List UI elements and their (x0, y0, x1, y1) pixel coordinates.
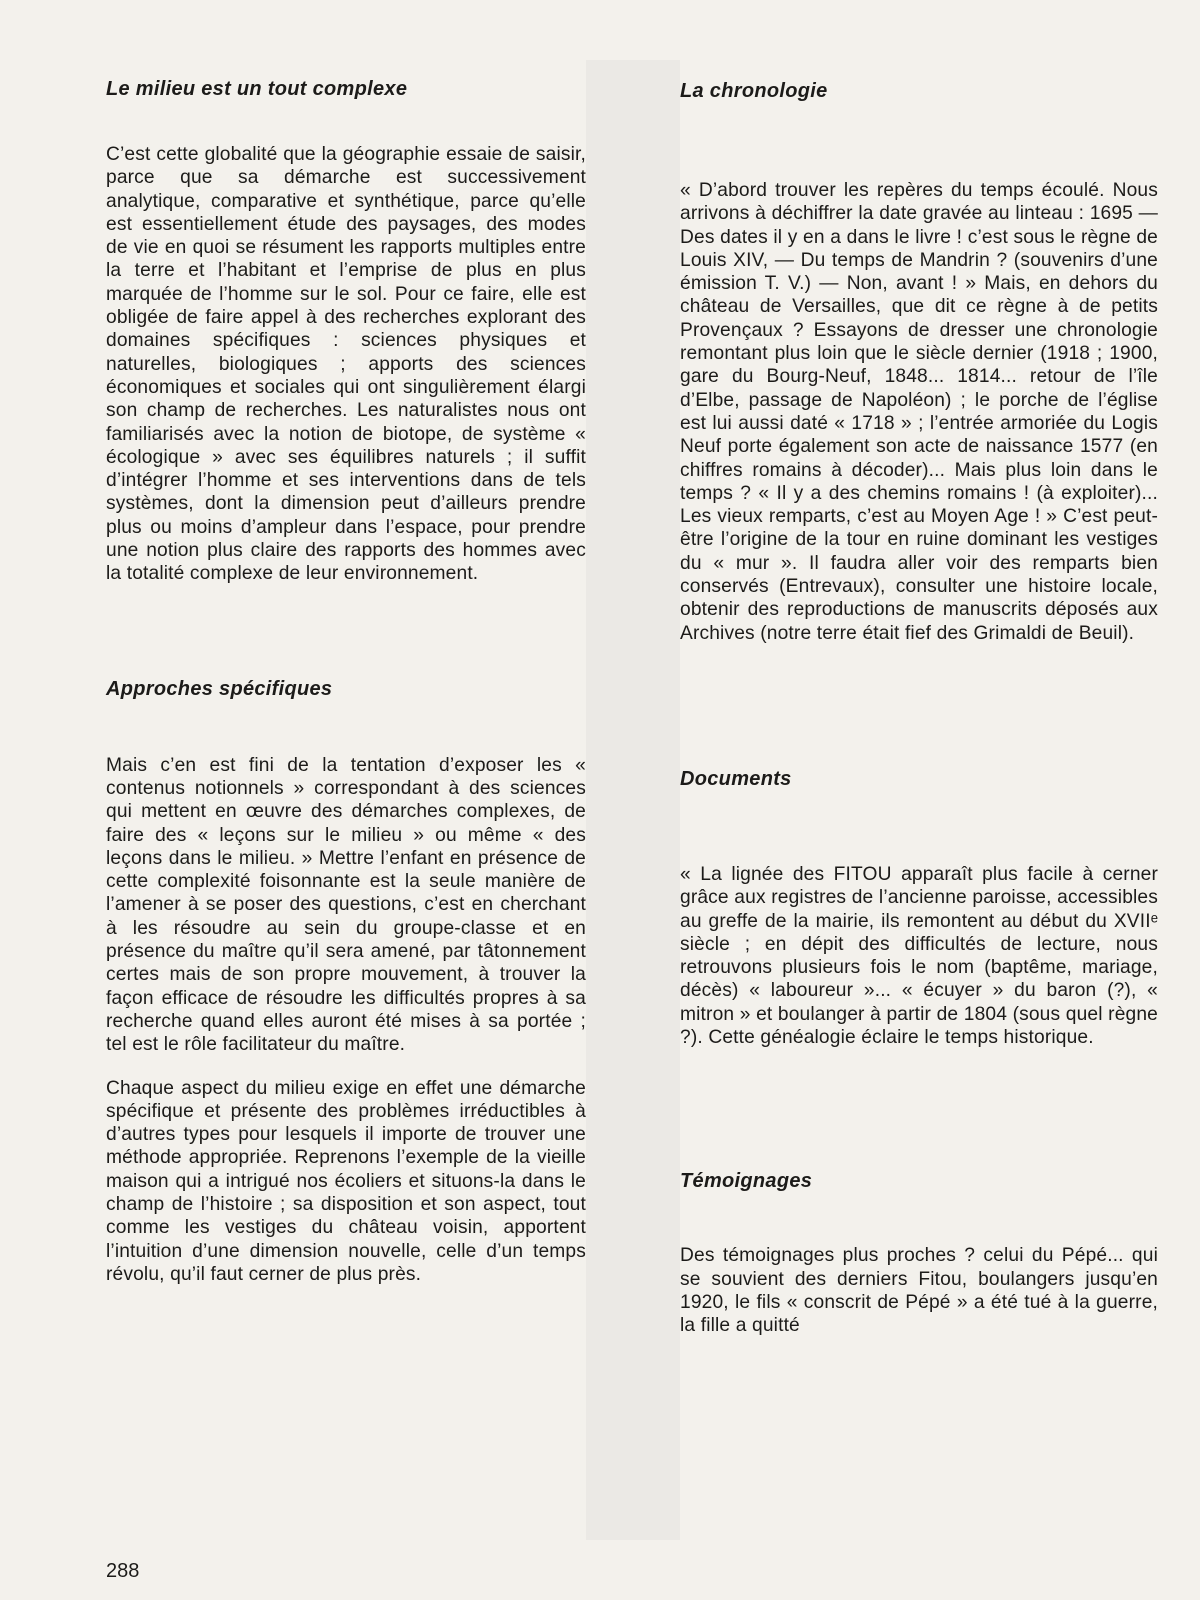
heading-temoignages: Témoignages (680, 1170, 813, 1193)
heading-milieu-complexe: Le milieu est un tout complexe (106, 78, 408, 100)
paragraph-globalite: C’est cette globalité que la géographie essaie de saisir, parce que sa démarche est successivement analytique, comparative et synthétique, parce qu’elle est essentiellement étude des paysages, des modes de vie en quoi se résument les rapports multiples entre la terre et l’habitant et l’emprise de plus en plus marquée de l’homme sur le sol. Pour ce faire, elle est obligée de faire appel à des recherches explorant des domaines spécifiques : sciences physiques et naturelles, biologiques ; apports des sciences économiques et sociales qui ont singulièrement élargi son champ de recherches. Les naturalistes nous ont familiarisés avec la notion de biotope, de système « écologique » avec ses équilibres naturels ; il suffit d’intégrer l’homme et ses interventions dans de tels systèmes, dont la dimension peut d’ailleurs prendre plus ou moins d’ampleur dans l’espace, pour prendre une notion plus claire des rapports des hommes avec la totalité complexe de leur environnement. (106, 144, 586, 585)
paragraph-contenus-notionnels: Mais c’en est fini de la tentation d’exposer les « contenus notionnels » correspondant à des sciences qui mettent en œuvre des démarches complexes, de faire des « leçons sur le milieu » ou même « des leçons dans le milieu. » Mettre l’enfant en présence de cette complexité foisonnante est la seule manière de l’amener à se poser des questions, c’est en cherchant à les résoudre au sein du groupe-classe et en présence du maître qu’il sera amené, par tâtonnement certes mais de son propre mouvement, à trouver la façon efficace de résoudre les difficultés propres à sa recherche quand elles auront été mises à sa portée ; tel est le rôle facilitateur du maître. (106, 754, 586, 1056)
heading-approches-specifiques: Approches spécifiques (106, 677, 333, 700)
paragraph-temoignages: Des témoignages plus proches ? celui du Pépé... qui se souvient des derniers Fitou, boulangers jusqu’en 1920, le fils « conscrit de Pépé » a été tué à la guerre, la fille a quitté (680, 1245, 1158, 1337)
page-number: 288 (106, 1560, 140, 1582)
heading-documents: Documents (680, 767, 792, 790)
left-column (106, 72, 586, 1286)
paragraph-chronologie: « D’abord trouver les repères du temps écoulé. Nous arrivons à déchiffrer la date gravée au linteau : 1695 — Des dates il y en a dans le livre ! c’est sous le règne de Louis XIV, — Du temps de Mandrin ? (souvenirs d’une émission T. V.) — Non, avant ! » Mais, en dehors du château de Versailles, que dit ce règne à de petits Provençaux ? Essayons de dresser une chronologie remontant plus loin que le siècle dernier (1918 ; 1900, gare du Bourg-Neuf, 1848... 1814... retour de l’île d’Elbe, passage de Napoléon) ; le porche de l’église est lui aussi daté « 1718 » ; l’entrée armoriée du Logis Neuf porte également son acte de naissance 1577 (en chiffres romains à décoder)... Mais plus loin dans le temps ? « Il y a des chemins romains ! (à exploiter)... Les vieux remparts, c’est au Moyen Age ! » C’est peut-être l’origine de la tour en ruine dominant les vestiges du « mur ». Il faudra aller voir des remparts bien conservés (Entrevaux), consulter une histoire locale, obtenir des reproductions de manuscrits déposés aux Archives (notre terre était fief des Grimaldi de Beuil). (680, 180, 1158, 644)
paragraph-aspect-du-milieu: Chaque aspect du milieu exige en effet une démarche spécifique et présente des problèmes irréductibles à d’autres types pour lesquels il importe de trouver une méthode appropriée. Reprenons l’exemple de la vieille maison qui a intrigué nos écoliers et situons-la dans le champ de l’histoire ; sa disposition et son aspect, tout comme les vestiges du château voisin, apportent l’intuition d’une dimension nouvelle, celle d’un temps révolu, qu’il faut cerner de plus près. (106, 1077, 586, 1285)
bleed-through-band (586, 60, 680, 1540)
paragraph-documents: « La lignée des FITOU apparaît plus facile à cerner grâce aux registres de l’ancienne paroisse, accessibles au greffe de la mairie, ils remontent au début du XVIIᵉ siècle ; en dépit des difficultés de lecture, nous retrouvons plusieurs fois le nom (baptême, mariage, décès) « laboureur »... « écuyer » du baron (?), « mitron » et boulanger à partir de 1804 (sous quel règne ?). Cette généalogie éclaire le temps historique. (680, 863, 1158, 1049)
heading-chronologie: La chronologie (680, 80, 828, 102)
right-column (680, 72, 1158, 1338)
